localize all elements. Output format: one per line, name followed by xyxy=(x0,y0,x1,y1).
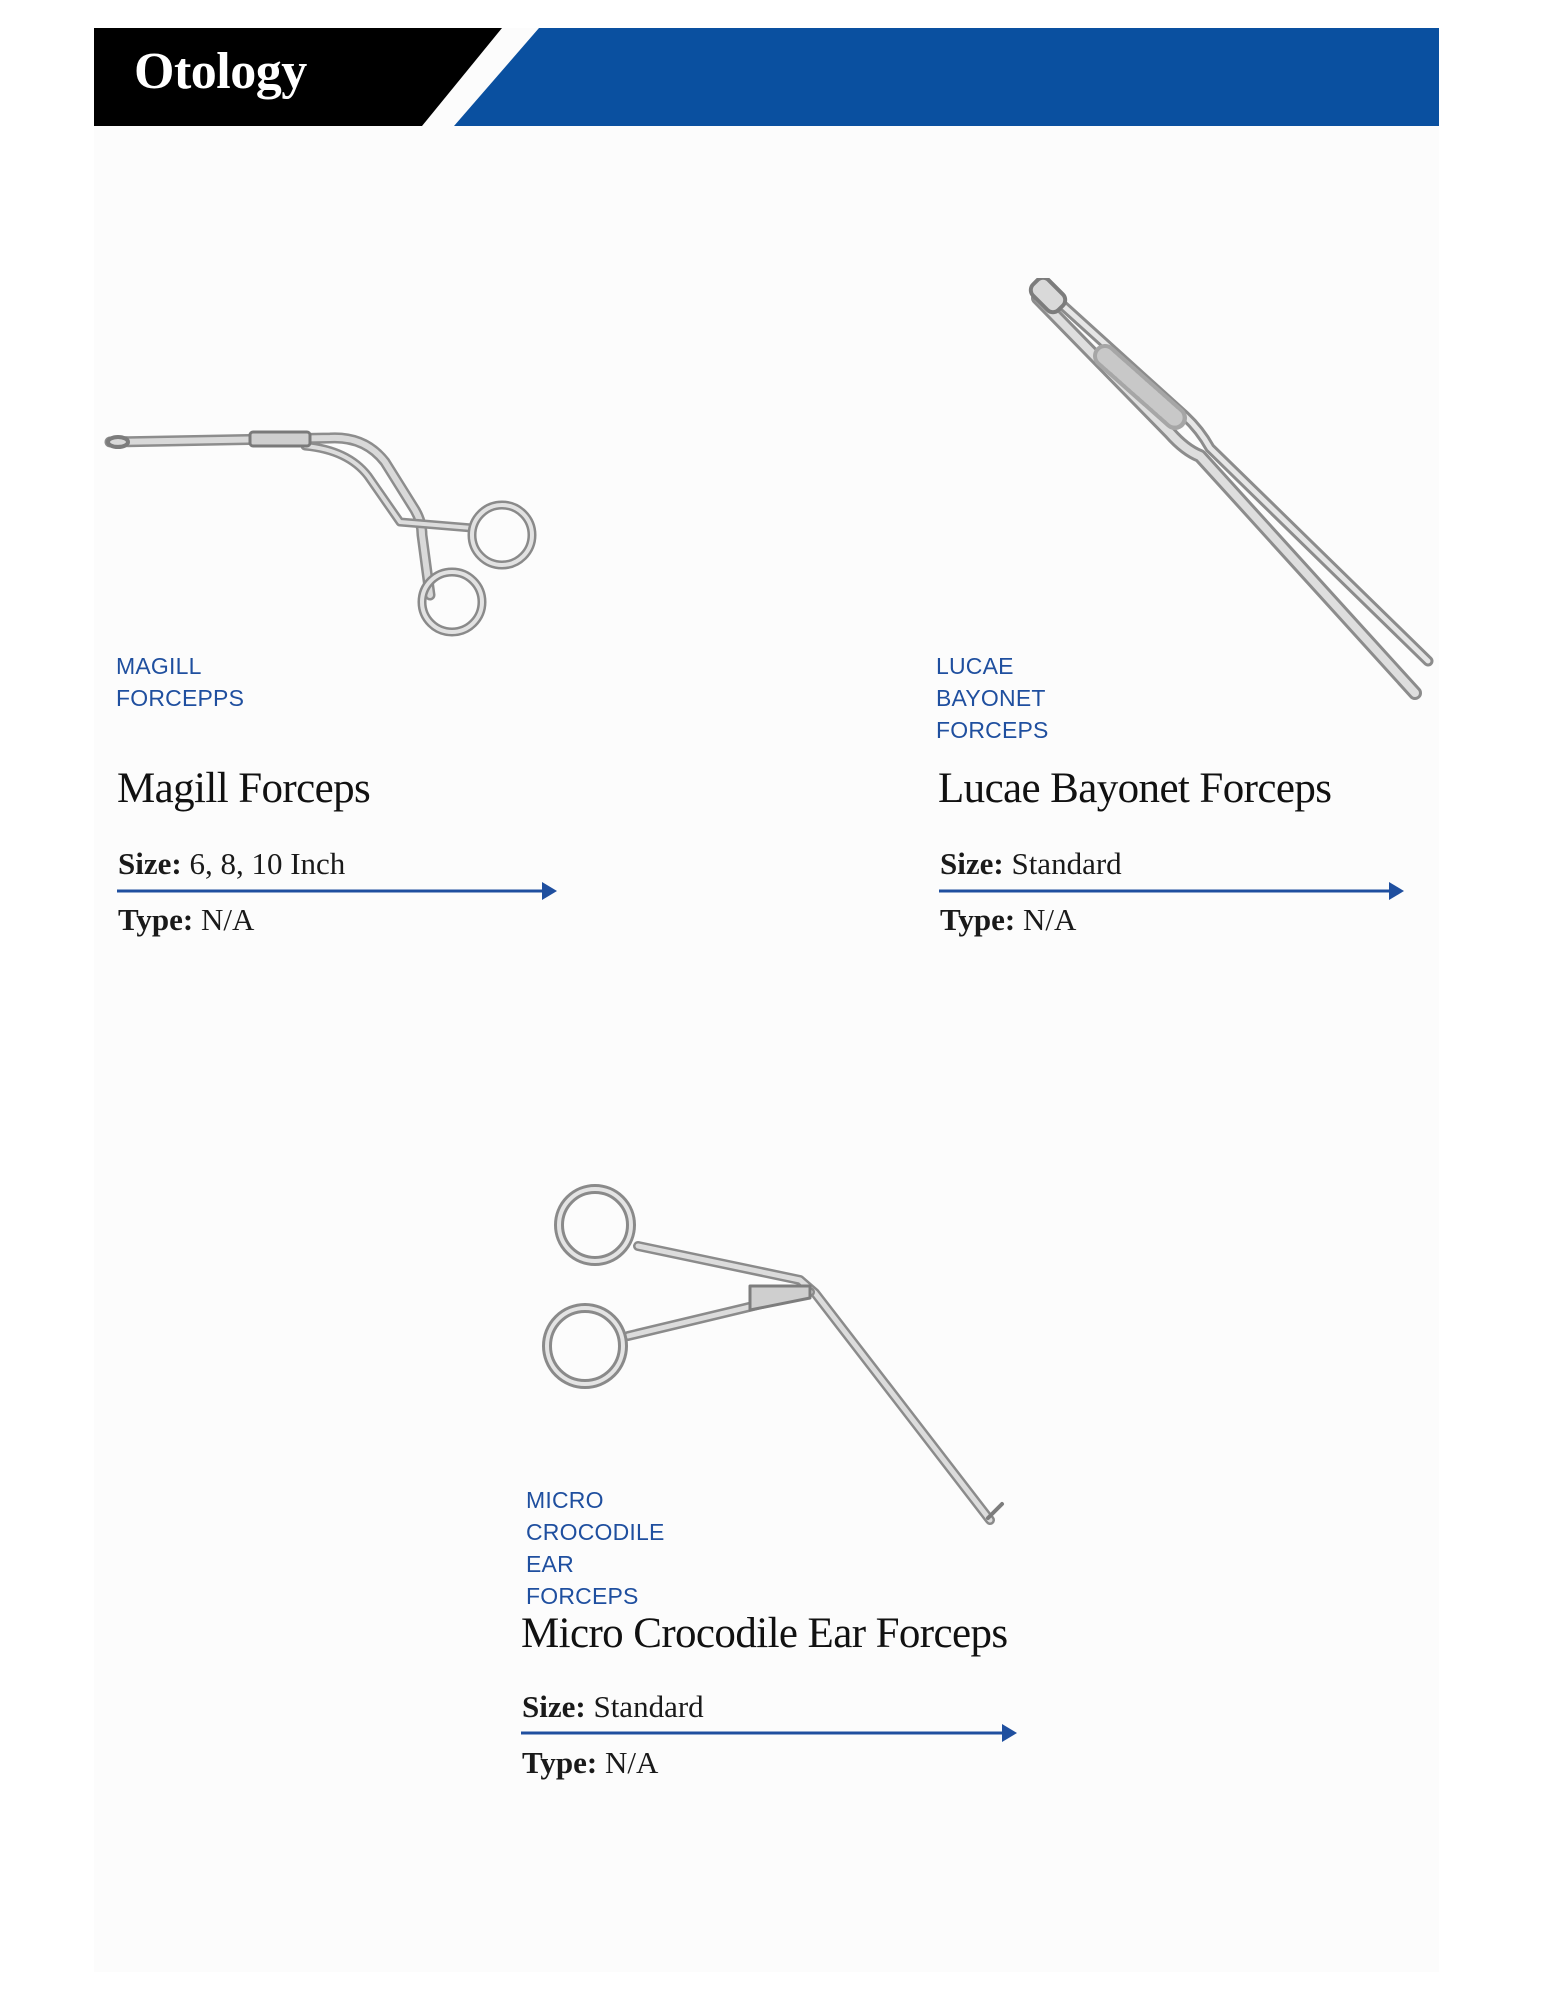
size-label: Size: xyxy=(522,1689,586,1724)
size-row xyxy=(940,846,1122,882)
details-arrow[interactable] xyxy=(521,1722,1017,1744)
product-tag: MAGILL FORCEPPS xyxy=(116,653,245,711)
type-row xyxy=(940,902,1076,938)
type-row xyxy=(522,1745,658,1781)
size-value: 6, 8, 10 Inch xyxy=(189,846,346,881)
product-name: Magill Forceps xyxy=(117,765,371,812)
section-header xyxy=(94,28,1439,126)
size-value: Standard xyxy=(1011,846,1122,881)
size-row xyxy=(118,846,345,882)
product-name: Micro Crocodile Ear Forceps xyxy=(521,1610,1008,1657)
type-value: N/A xyxy=(1022,902,1077,937)
size-value: Standard xyxy=(593,1689,704,1724)
type-label: Type: xyxy=(940,902,1016,937)
type-label: Type: xyxy=(522,1745,598,1780)
lucae-bayonet-forceps-image xyxy=(1010,278,1440,708)
type-value: N/A xyxy=(604,1745,659,1780)
size-row xyxy=(522,1689,704,1725)
product-name: Lucae Bayonet Forceps xyxy=(938,765,1332,812)
product-tag: MICRO CROCODILE EAR FORCEPS xyxy=(526,1487,665,1609)
type-value: N/A xyxy=(200,902,255,937)
product-tag: LUCAE BAYONET FORCEPS xyxy=(936,653,1049,743)
details-arrow[interactable] xyxy=(117,880,557,902)
micro-crocodile-ear-forceps-image xyxy=(510,1168,1010,1528)
size-label: Size: xyxy=(118,846,182,881)
type-label: Type: xyxy=(118,902,194,937)
details-arrow[interactable] xyxy=(939,880,1404,902)
type-row xyxy=(118,902,254,938)
magill-forceps-image xyxy=(100,410,570,650)
size-label: Size: xyxy=(940,846,1004,881)
page-title: Otology xyxy=(134,43,307,100)
